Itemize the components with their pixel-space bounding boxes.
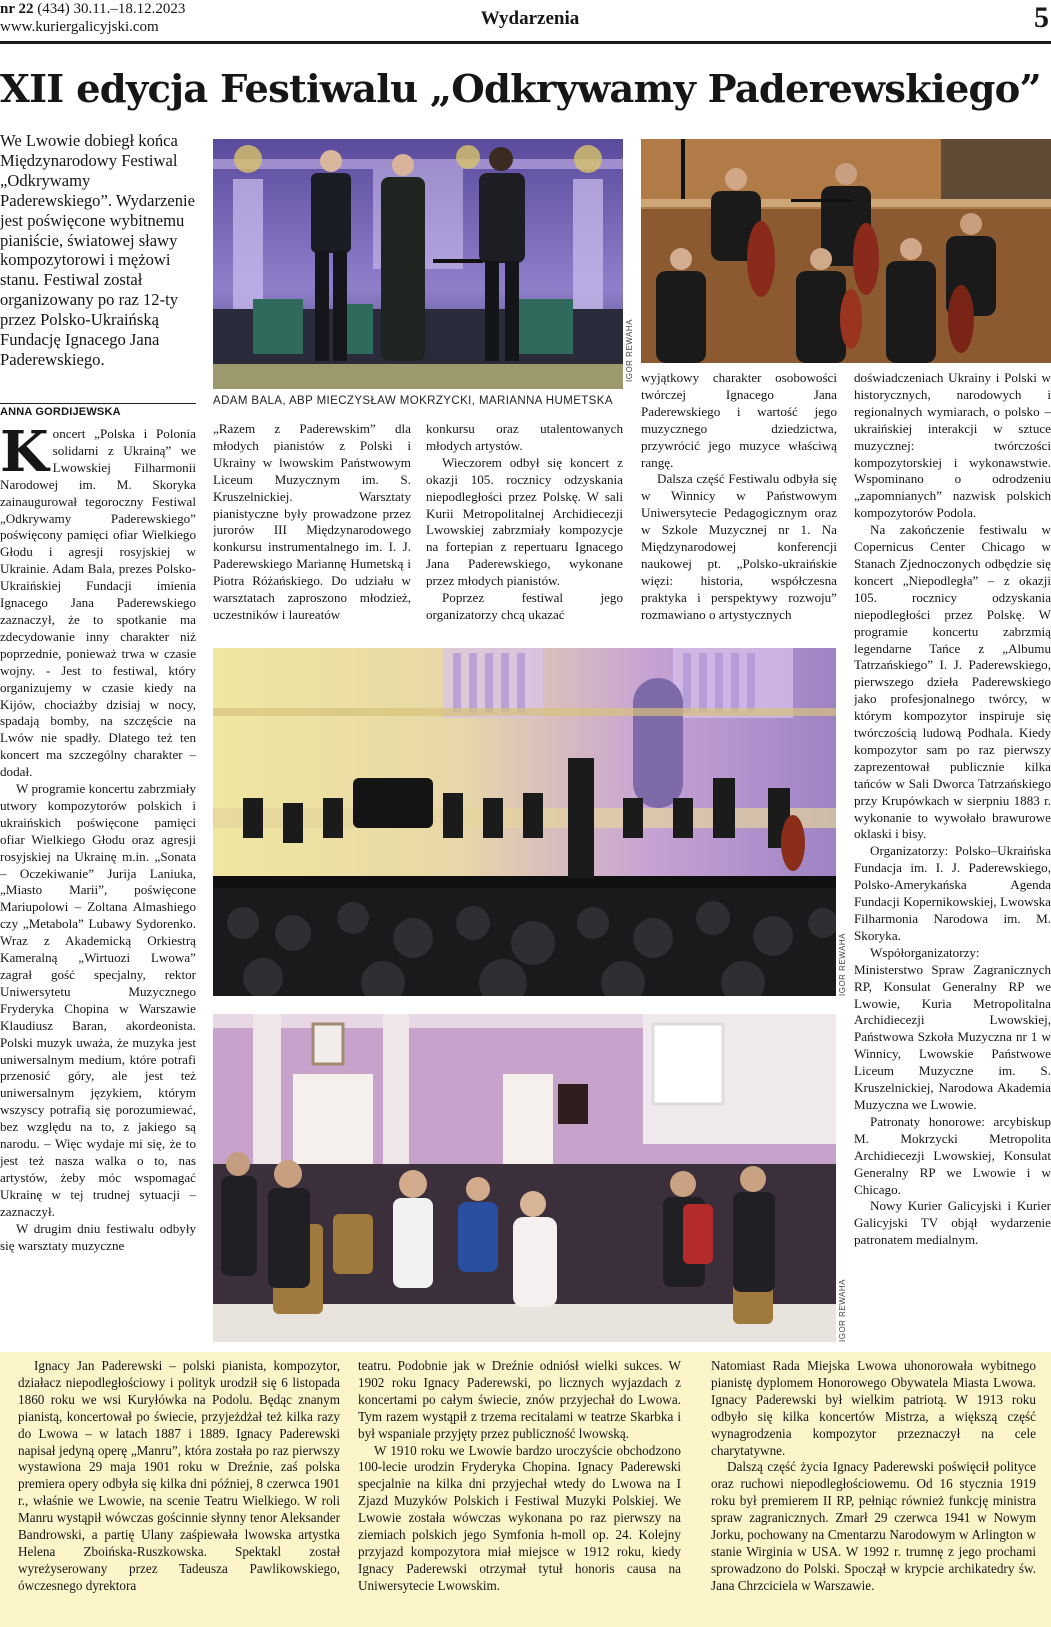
col1-paragraph-1-text: oncert „Polska i Polonia solidarni z Ukrainą” we Lwowskiej Filharmonii Narodowej im. M. Skoryka zainaugurował tegoroczny Festiwal „Odkrywamy Paderewskiego” poświęcony pamięci ofiar Wielkiego Głodu i agresji rosyjskiej w Ukrainie. Adam Bala, prezes Polsko-Ukraińskiej Fundacji imienia Ignacego Jana Paderewskiego zaznaczył, że to spotkanie ma zdecydowanie inny charakter niż poprzednie, ponieważ trwa w czasie wojny. - Jest to festiwal, który organizujemy w czasie kiedy na Kijów, chociażby dzisiaj w nocy, spadają bomby, na szczęście na Lwów nie spadły. Dlatego też ten koncert ma szczególny charakter – dodał.: [0, 426, 196, 780]
col1-paragraph-1: [0, 426, 196, 781]
article-column-1: [0, 426, 196, 1344]
biography-column-2: [358, 1358, 681, 1620]
biography-column-3: [711, 1358, 1036, 1620]
concert-hall-illustration: [213, 648, 836, 996]
issue-number: nr 22: [0, 1, 34, 17]
article-column-3: [426, 421, 623, 643]
col4-paragraph-2: Dalsza część Festiwalu odbyła się w Winnicy w Państwowym Uniwersytecie Pedagogicznym oraz w Szkole Muzycznej nr 1. Na Międzynarodowej konferencji naukowej pt. „Polsko-ukraińskie więzi: historia, współczesna praktyka i perspektywy rozwoju” rozmawiano o artystycznych: [641, 471, 837, 622]
photo-credit-3: IGOR REWAHA: [838, 1279, 847, 1342]
col3-paragraph-1: konkursu oraz utalentowanych młodych artystów.: [426, 421, 623, 453]
col5-paragraph-3: Organizatorzy: Polsko–Ukraińska Fundacja im. I. J. Paderewskiego, Polsko-Amerykańska Agenda Fundacji Kopernikowskiej, Lwowska Filharmonia Narodowa im. M. Skoryka.: [854, 843, 1051, 943]
section-name: Wydarzenia: [480, 8, 580, 29]
col1-paragraph-3: W drugim dniu festiwalu odbyły się warsztaty muzyczne: [0, 1220, 196, 1253]
biography-column-1: [18, 1358, 340, 1620]
biography-paragraph-2: teatru. Podobnie jak w Dreźnie odniósł wielki sukces. W 1902 roku Ignacy Paderewski, po licznych wyjazdach z koncertami po całym świecie, znów przyjechał do Lwowa. Tym razem wystąpił z trzema recitalami w teatrze Skarbka i był wspaniale przyjęty przez publiczność lwowską.: [358, 1358, 681, 1441]
col5-paragraph-1: doświadczeniach Ukrainy i Polski w historycznych, narodowych i regionalnych wymiarach, o polsko – ukraińskiej interakcji w sztuce muzycznej: twórczości kompozytorskiej i wykonawstwie. Wspominano o odrodzeniu „zapomnianych” nazwisk polskich kompozytorów Podola.: [854, 370, 1051, 521]
photo-concert-hall: [213, 648, 836, 996]
article-lead: We Lwowie dobiegł końca Międzynarodowy Festiwal „Odkrywamy Paderewskiego”. Wydarzenie jest poświęcone wybitnemu pianiście, światowej sławy kompozytorowi i mężowi stanu. Festiwal został organizowany po raz 12-ty przez Polsko-Ukraińską Fundację Ignacego Jana Paderewskiego.: [0, 131, 195, 369]
col1-paragraph-2: W programie koncertu zabrzmiały utwory kompozytorów polskich i ukraińskich poświęcone pamięci ofiar Wielkiego Głodu oraz agresji rosyjskiej na Ukrainę m.in. „Sonata – Oczekiwanie” Jurija Laniuka, „Miasto Marii”, poświęcone Mariupolowi – Zoltana Almashiego czy „Metabola” Lubawy Sydorenko. Wraz z Akademicką Orkiestrą Kameralną „Wirtuozi Lwowa” zagrał gość specjalny, rektor Uniwersytetu Muzycznego Fryderyka Chopina w Warszawie Klaudiusz Baran, akordeonista. Polski muzyk uważa, że muzyka jest uniwersalnym medium, które potrafi przenosić góry, ale jest też uniwersalnym językiem, którym wszyscy potrafią się porozumiewać, bez względu na to, z jakiego są narodu. – Więc wydaje mi się, że to jest też nasza walka o to, nas artystów, żeby móc wspomagać Ukrainę w tej trudnej sytuacji – zaznaczył.: [0, 781, 196, 1219]
col4-paragraph-1: wyjątkowy charakter osobowości twórczej Ignacego Jana Paderewskiego i wartość jego muzycznego dziedzictwa, przywrócić jego muzyce właściwą rangę.: [641, 370, 837, 470]
col5-paragraph-5: Patronaty honorowe: arcybiskup M. Mokrzycki Metropolita Archidiecezji Lwowskiej, Konsulat Generalny RP we Lwowie i w Chicago.: [854, 1113, 1051, 1197]
photo-salon-audience: [213, 1014, 836, 1342]
website: www.kuriergalicyjski.com: [0, 19, 159, 35]
col3-paragraph-2: Wieczorem odbył się koncert z okazji 105. rocznicy odzyskania niepodległości przez Polskę. W sali Kurii Metropolitalnej Archidiecezji Lwowskiej zabrzmiały kompozycje na fortepian z repertuaru Ignacego Jana Paderewskiego, wykonane przez młodych pianistów.: [426, 454, 623, 589]
article-title: XII edycja Festiwalu „Odkrywamy Paderewskiego”: [0, 67, 1041, 112]
col3-paragraph-3: Poprzez festiwal jego organizatorzy chcą ukazać: [426, 590, 623, 622]
photo-stage-speakers: [213, 139, 623, 389]
issue-line: [0, 0, 185, 18]
article-column-4: [641, 370, 837, 643]
photo-credit-1: IGOR REWAHA: [625, 319, 634, 382]
page-header-left: [0, 0, 185, 36]
col5-paragraph-2: Na zakończenie festiwalu w Copernicus Center Chicago w Stanach Zjednoczonych odbędzie się koncert „Niepodległa” – z okazji 105. rocznicy odzyskania niepodległości przez Polskę. W programie koncertu zabrzmią legendarne Tańce z „Albumu Tatrzańskiego” I. J. Paderewskiego, pierwszego dzieła Paderewskiego jako profesjonalnego twórcy, w którym kompozytor inspiruje się twórczością ludową Podhala. Kiedy kompozytor sam po raz pierwszy zaprezentował publicznie kilka tańców w Sali Dworca Tatrzańskiego przy Krupówkach w sierpniu 1883 r. wykonanie to wywołało brawurowe oklaski i bisy.: [854, 522, 1051, 842]
article-column-5: [854, 370, 1051, 1347]
biography-paragraph-3: W 1910 roku we Lwowie bardzo uroczyście obchodzono 100-lecie urodzin Fryderyka Chopina. Ignacy Paderewski specjalnie na kilka dni przyjechał wtedy do Lwowa na I Zjazd Muzyków Polskich i Festiwal Muzyki Polskiej. We Lwowie została wówczas wykonana po raz pierwszy na ziemiach polskich jego Symfonia h-moll op. 24. Kolejny przyjazd kompozytora miał miejsce w 1912 roku, kiedy Ignacy Paderewski otrzymał tytuł honoris causa na Uniwersytecie Lwowskim.: [358, 1442, 681, 1593]
salon-audience-illustration: [213, 1014, 836, 1342]
biography-paragraph-5: Dalszą część życia Ignacy Paderewski poświęcił polityce oraz ruchowi niepodległościowemu. Od 16 stycznia 1919 roku był premierem II RP, pełniąc również funkcję ministra spraw zagranicznych. Zmarł 29 czerwca 1941 w Nowym Jorku, pochowany na Cmentarzu Narodowym w Arlington w stanie Wirginia w USA. W 1992 r. trumnę z jego prochami sprowadzono do Polski. Spoczął w krypcie archikatedry św. Jana Chrzciciela w Warszawie.: [711, 1459, 1036, 1593]
stage-speakers-illustration: [213, 139, 623, 389]
biography-paragraph-4: Natomiast Rada Miejska Lwowa uhonorowała wybitnego pianistę dyplomem Honorowego Obywatela Miasta Lwowa. Ignacy Paderewski był wielkim patriotą. W 1913 roku odbyło się kilka koncertów Mistrza, a większą część wynagrodzenia kompozytor przeznaczył na cele charytatywne.: [711, 1358, 1036, 1458]
col5-paragraph-6: Nowy Kurier Galicyjski i Kurier Galicyjski TV objął wydarzenie patronatem medialnym.: [854, 1198, 1051, 1248]
drop-cap: K: [0, 426, 49, 485]
photo-caption: ADAM BALA, ABP MIECZYSŁAW MOKRZYCKI, MARIANNA HUMETSKA: [213, 395, 613, 407]
header-rule: [0, 41, 1051, 44]
issue-dates: (434) 30.11.–18.12.2023: [33, 1, 186, 17]
biography-paragraph-1: Ignacy Jan Paderewski – polski pianista, kompozytor, działacz niepodległościowy i polityk urodził się 6 listopada 1860 roku we wsi Kuryłówka na Podolu. Będąc znanym pianistą, koncertował po świecie, przyjeżdżał też kilka razy do Lwowa – w latach 1887 i 1889. Ignacy Paderewski napisał jedyną operę „Manru”, która została po raz pierwszy wystawiona 29 maja 1901 roku w Dreźnie, zaś polska premiera opery odbyła się kilka dni później, 8 czerwca 1901 r., właśnie we Lwowie, na scenie Teatru Wielkiego. W roli Manru wystąpił wówczas gościnnie słynny tenor Aleksander Bandrowski, a partię Ulany zaśpiewała lwowska artystka Helena Zboińska-Ruszkowska. Spektakl został wyreżyserowany przez Tadeusza Pawlikowskiego, ówczesnego dyrektora: [18, 1358, 340, 1593]
string-ensemble-illustration: [641, 139, 1051, 363]
article-column-2: [213, 421, 411, 643]
page-number: 5: [1034, 1, 1049, 34]
col2-paragraph-1: „Razem z Paderewskim” dla młodych pianistów z Polski i Ukrainy w lwowskim Państwowym Liceum Muzycznym im. S. Kruszelnickiej. Warsztaty pianistyczne były prowadzone przez jurorów III Międzynarodowego konkursu instrumentalnego im. I. J. Paderewskiego Mariannę Humetską i Piotra Różańskiego. Do udziału w warsztatach zaproszono młodzież, uczestników i laureatów: [213, 421, 411, 622]
col5-paragraph-4: Współorganizatorzy: Ministerstwo Spraw Zagranicznych RP, Konsulat Generalny RP we Lwowie, Kuria Metropolitalna Archidiecezji Lwowskiej, Państwowa Szkoła Muzyczna nr 1 w Winnicy, Lwowskie Państwowe Liceum Muzyczne im. S. Kruszelnickiej, Narodowa Akademia Muzyczna we Lwowie.: [854, 944, 1051, 1112]
author-rule: [0, 403, 196, 404]
photo-string-ensemble: [641, 139, 1051, 363]
article-author: ANNA GORDIJEWSKA: [0, 406, 121, 418]
photo-credit-2: IGOR REWAHA: [838, 933, 847, 996]
